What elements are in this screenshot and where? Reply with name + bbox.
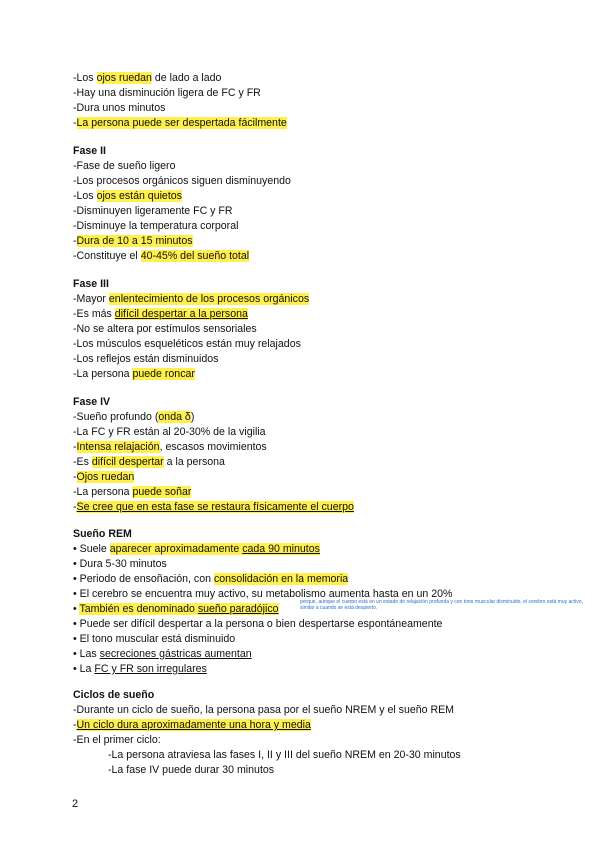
text-run: -La FC y FR están al 20-30% de la vigilia [73,426,266,438]
text-line [73,662,207,676]
text-run: -Los [73,190,97,202]
text-line [73,101,165,115]
text-line [73,116,287,130]
text-line [73,292,309,306]
section-heading: Ciclos de sueño [73,689,155,701]
text-line [73,733,161,747]
text-run: -Fase de sueño ligero [73,160,176,172]
text-line [73,307,248,321]
text-run: • El cerebro se encuentra muy activo, su metabolismo aumenta hasta en un 20% [73,588,453,600]
text-run: -Es [73,456,92,468]
text-line [73,219,238,233]
text-line [73,572,348,586]
text-run: -Los músculos esqueléticos están muy relajados [73,338,301,350]
text-line [73,632,235,646]
highlighted-text: Ojos ruedan [76,471,135,483]
text-line [73,470,134,484]
text-run: a la persona [163,456,225,468]
text-line [73,322,257,336]
text-line [73,440,267,454]
text-line [73,144,106,158]
text-run: - [73,235,77,247]
text-line [73,647,252,661]
text-line [73,234,193,248]
highlighted-text: ojos ruedan [96,72,152,84]
text-run: -Es más [73,308,115,320]
page-number: 2 [72,798,79,810]
text-run: , escasos movimientos [159,441,267,453]
text-run: -Disminuyen ligeramente FC y FR [73,205,233,217]
text-line [73,410,194,424]
text-line [108,763,274,777]
highlighted-text: enlentecimiento de los procesos orgánicos [108,293,310,305]
text-run: • Suele [73,543,110,555]
text-run: - [73,719,77,731]
text-line [73,337,301,351]
text-line [73,542,320,556]
highlighted-text: Dura de 10 a 15 minutos [76,235,193,247]
text-run: - [73,117,77,129]
section-heading: Fase II [73,145,106,157]
highlighted-text: Intensa relajación [76,441,160,453]
text-line [73,703,454,717]
text-run: • Las [73,648,100,660]
text-run: -Los reflejos están disminuidos [73,353,219,365]
text-line [73,527,132,541]
text-line [73,174,291,188]
text-line [73,617,442,631]
text-run: -Disminuye la temperatura corporal [73,220,239,232]
text-run: -Los procesos orgánicos siguen disminuyendo [73,175,291,187]
text-line [73,86,261,100]
text-run: • [73,603,80,615]
text-run: -Hay una disminución ligera de FC y FR [73,87,261,99]
highlighted-text: consolidación en la memoria [213,573,349,585]
text-run: ) [190,411,195,423]
text-run: - [73,441,77,453]
highlighted-text: Se cree que en esta fase se restaura físicamente el cuerpo [76,501,354,513]
highlighted-text: ojos están quietos [96,190,182,202]
text-line [73,485,191,499]
highlighted-text: sueño paradójico [197,603,279,615]
highlighted-text: aparecer aproximadamente [109,543,243,555]
text-run: • El tono muscular está disminuido [73,633,236,645]
highlighted-text: difícil despertar [91,456,164,468]
text-run: • Puede ser difícil despertar a la persona o bien despertarse espontáneamente [73,618,443,630]
highlighted-text: difícil despertar a la persona [114,308,248,320]
text-run: • La [73,663,95,675]
text-line [73,71,221,85]
text-line [73,425,266,439]
text-line [73,204,233,218]
text-line [73,249,249,263]
text-run: • Dura 5-30 minutos [73,558,167,570]
text-run: • Periodo de ensoñación, con [73,573,214,585]
text-line [73,557,167,571]
text-run: -La persona [73,486,133,498]
text-run: - [73,471,77,483]
highlighted-text: onda δ [158,411,191,423]
margin-note: porque, aunque el cuerpo está en un estado de relajación profunda y con tono muscular disminuido, el cerebro está muy activo, similar a cuando se está despierto. [300,599,583,611]
text-run: -La persona atraviesa las fases I, II y III del sueño NREM en 20-30 minutos [108,749,461,761]
text-run: -Sueño profundo ( [73,411,159,423]
text-line [108,748,461,762]
text-line [73,500,354,514]
section-heading: Fase III [73,278,109,290]
text-run: -En el primer ciclo: [73,734,161,746]
text-line [73,367,195,381]
highlighted-text: 40-45% del sueño total [140,250,250,262]
text-run: -No se altera por estímulos sensoriales [73,323,257,335]
text-run: -Los [73,72,97,84]
text-run: -La persona [73,368,133,380]
highlighted-text: puede roncar [132,368,195,380]
text-line [73,277,109,291]
text-run: de lado a lado [151,72,222,84]
text-line [73,688,154,702]
text-run: secreciones gástricas aumentan [99,648,252,660]
text-line [73,352,218,366]
text-line [73,159,175,173]
text-line [73,718,311,732]
text-line [73,189,182,203]
text-line [73,455,225,469]
text-run: -La fase IV puede durar 30 minutos [108,764,275,776]
text-run: -Dura unos minutos [73,102,166,114]
text-line [73,602,279,616]
text-run: FC y FR son irregulares [94,663,207,675]
section-heading: Fase IV [73,396,111,408]
highlighted-text: cada 90 minutos [242,543,320,555]
text-run: - [73,501,77,513]
highlighted-text: También es denominado [79,603,198,615]
highlighted-text: puede soñar [132,486,192,498]
text-run: -Constituye el [73,250,141,262]
text-line [73,395,110,409]
highlighted-text: Un ciclo dura aproximadamente una hora y media [76,719,311,731]
section-heading: Sueño REM [73,528,132,540]
highlighted-text: La persona puede ser despertada fácilmente [76,117,287,129]
text-run: -Durante un ciclo de sueño, la persona pasa por el sueño NREM y el sueño REM [73,704,454,716]
text-run: -Mayor [73,293,109,305]
